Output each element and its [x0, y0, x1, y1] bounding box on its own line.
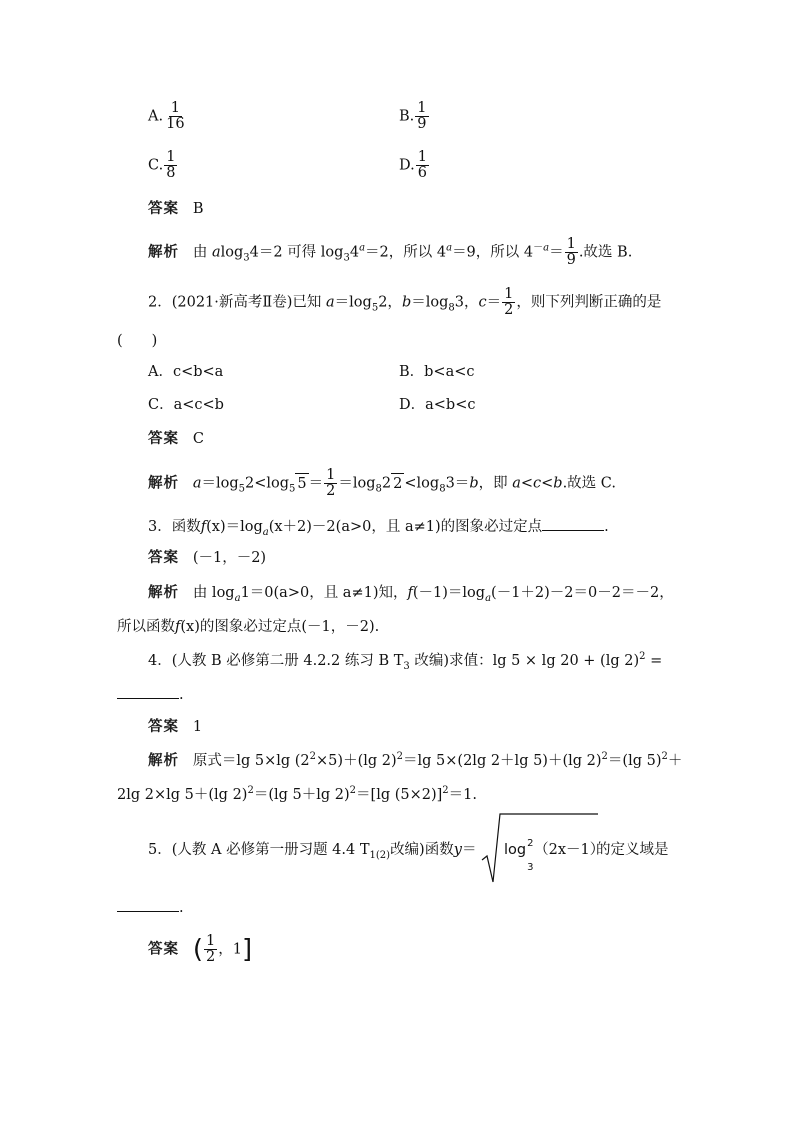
answer-label: 答案 [148, 941, 179, 958]
right-bracket: ] [241, 934, 253, 965]
analysis-label: 解析 [148, 585, 179, 601]
fill-blank [117, 897, 179, 912]
fraction: $\frac{1}{2}$ [205, 933, 216, 965]
q3-answer: 答案 (－1，－2) [148, 550, 267, 566]
q2-option-a: A．c<b<a [148, 364, 224, 380]
q1-option-c: C. $\frac{1}{8}$ [148, 149, 176, 181]
q1-option-a: A. $\frac{1}{16}$ [148, 100, 185, 132]
q5-stem-left: 5．(人教 A 必修第一册习题 4.4 $T_{1(2)}$改编)函数y＝ [148, 842, 477, 861]
q1-option-d: D. $\frac{1}{6}$ [399, 149, 427, 181]
q2-option-d: D．a<b<c [399, 397, 476, 413]
q3-analysis-line1: 解析 由 $\log_a1=0(a>0$，且 a≠1)知，$f(-1)=\log_a(-1+2)-2=0-2=-2$， [148, 585, 674, 604]
q5-answer: 答案 ( $\frac{1}{2}$ ，1] [148, 933, 253, 965]
q2-option-c: C．a<c<b [148, 397, 224, 413]
q2-paren: ( ) [117, 333, 158, 349]
answer-label: 答案 [148, 719, 179, 735]
answer-label: 答案 [148, 550, 179, 566]
q5-stem-right: 的定义域是 [596, 842, 669, 858]
fill-blank [117, 684, 179, 699]
q3-analysis-line2: 所以函数f(x)的图象必过定点(－1，－2). [117, 619, 380, 635]
sqrt: 5 [295, 473, 308, 494]
answer-label: 答案 [148, 431, 179, 447]
q2-option-b: B．b<a<c [399, 364, 475, 380]
q2-stem: 2．(2021·新高考Ⅱ卷)已知 $a=\log_52$，$b=\log_83$，c＝ $\frac{1}{2}$ ，则下列判断正确的是 [148, 286, 662, 318]
fraction: $\frac{1}{16}$ [166, 100, 185, 132]
fraction: $\frac{1}{9}$ [417, 100, 427, 132]
q1-option-b: B. $\frac{1}{9}$ [399, 100, 427, 132]
q4-blank: . [117, 684, 184, 705]
fill-blank [542, 516, 604, 531]
q4-stem: 4．(人教 B 必修第二册 4.2.2 练习 B $T_3$ 改编)求值：lg 5 × lg 20 + (lg 2)$^2$ = [148, 651, 663, 672]
q2-answer: 答案 C [148, 431, 204, 447]
sqrt: 2 [391, 473, 404, 494]
fraction: $\frac{1}{8}$ [166, 149, 176, 181]
q5-blank: . [117, 897, 184, 918]
analysis-label: 解析 [148, 244, 179, 261]
answer-label: 答案 [148, 201, 179, 217]
left-paren: ( [192, 934, 203, 965]
q1-analysis: 解析 由 alog$_3$4＝2 可得 $\log_34^a=2$，所以 $4^a=9$，所以 $4^{-a}=$ $\frac{1}{9}$ .故选 B. [148, 236, 633, 268]
fraction: $\frac{1}{2}$ [326, 467, 336, 499]
fraction: $\frac{1}{6}$ [417, 149, 427, 181]
q3-stem: 3．函数$f(x)=\log_a(x+2)-2(a>0$，且 a≠1)的图象必过定点 . [148, 516, 609, 537]
q2-analysis: 解析 $a=\log_52<\log_5$ 5 ＝ $\frac{1}{2}$ $=\log_82$ $2 <\log_83=b$，即 a<c<b.故选 C. [148, 467, 616, 499]
fraction: $\frac{1}{9}$ [566, 236, 576, 268]
q5-radicand: log 2 3 （2x－1） [504, 838, 605, 873]
q1-answer: 答案 B [148, 201, 204, 217]
q4-analysis-line1: 解析 原式＝lg 5×lg $(2^2\times 5)+(\lg$ 2)$^2$＝lg 5×(2lg 2＋lg 5)＋(lg 2)$^2$＝(lg 5)$^2$＋ [148, 751, 683, 769]
analysis-label: 解析 [148, 753, 179, 769]
analysis-label: 解析 [148, 475, 179, 492]
fraction: $\frac{1}{2}$ [504, 286, 514, 318]
q4-analysis-line2: 2lg 2×lg 5＋(lg 2)$^2$＝(lg 5＋lg 2)$^2$＝[lg (5×2)]$^2$＝1. [117, 785, 478, 803]
q4-answer: 答案 1 [148, 719, 203, 735]
